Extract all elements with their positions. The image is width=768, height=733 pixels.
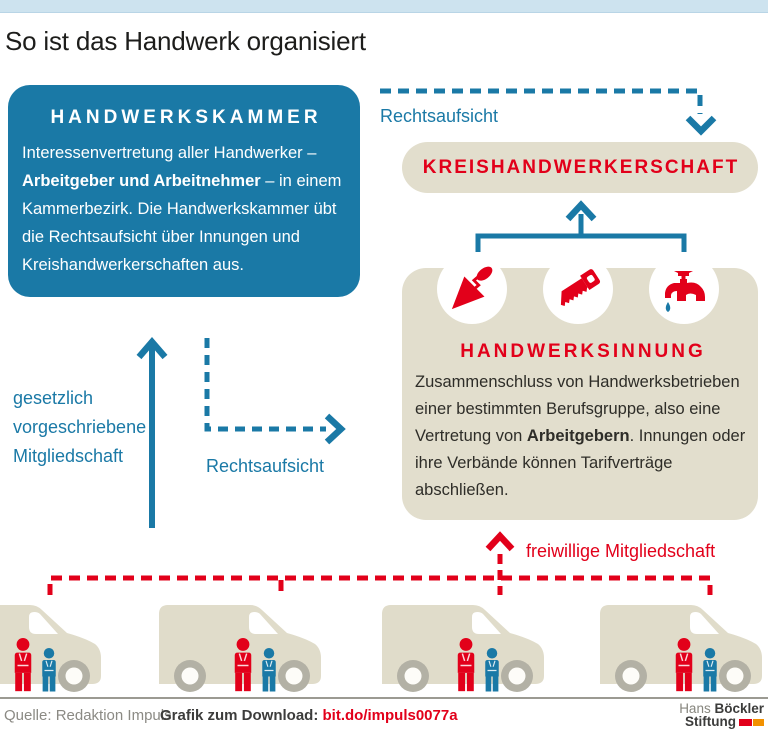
trade-circle-carpenter bbox=[543, 254, 613, 324]
van-icon bbox=[598, 600, 766, 696]
download-link[interactable]: bit.do/impuls0077a bbox=[322, 707, 458, 724]
blue-worker-icon bbox=[260, 647, 278, 694]
van-icon bbox=[0, 600, 105, 696]
hans-boeckler-stiftung-logo: Hans Böckler Stiftung bbox=[679, 701, 764, 729]
top-accent-bar bbox=[0, 0, 768, 13]
source-text: Quelle: Redaktion Impuls bbox=[4, 707, 172, 724]
trade-circle-mason bbox=[437, 254, 507, 324]
handwerksinnung-title: HANDWERKSINNUNG bbox=[460, 341, 706, 362]
freiwillige-mitgliedschaft-label: freiwillige Mitgliedschaft bbox=[526, 541, 716, 561]
trowel-icon bbox=[449, 266, 495, 312]
handwerkskammer-card bbox=[8, 85, 360, 297]
red-worker-icon bbox=[12, 637, 34, 694]
page-title: So ist das Handwerk organisiert bbox=[5, 26, 366, 56]
handwerksinnung-body: Zusammenschluss von Handwerksbetrieben einer bestimmten Berufsgruppe, also eine Vertretung von Arbeitgebern. Innungen oder ihre Verbände können Tarifverträge abschließen. bbox=[415, 373, 746, 499]
blue-worker-icon bbox=[40, 647, 58, 694]
innung-bracket bbox=[478, 205, 684, 252]
saw-icon bbox=[554, 265, 602, 313]
kreishandwerkerschaft-title: KREISHANDWERKERSCHAFT bbox=[422, 156, 740, 178]
download-label: Grafik zum Download: bbox=[160, 707, 319, 724]
red-worker-icon bbox=[232, 637, 254, 694]
kreishandwerkerschaft-card bbox=[402, 142, 758, 193]
rechtsaufsicht-mid-arrow bbox=[207, 338, 341, 442]
van-icon bbox=[157, 600, 325, 696]
red-worker-icon bbox=[455, 637, 477, 694]
logo-orange-block bbox=[753, 719, 764, 726]
van-icon bbox=[380, 600, 548, 696]
red-worker-icon bbox=[673, 637, 695, 694]
ground-line bbox=[0, 697, 768, 699]
blue-worker-icon bbox=[701, 647, 719, 694]
faucet-icon bbox=[660, 265, 708, 313]
rechtsaufsicht-mid-label: Rechtsaufsicht bbox=[206, 456, 325, 476]
logo-red-block bbox=[739, 719, 752, 726]
handwerkskammer-body: Interessenvertretung aller Handwerker – Arbeitgeber und Arbeitnehmer – in einem Kammerbezirk. Die Handwerkskammer übt die Rechtsaufsicht über Innungen und Kreishandwerkerschaften aus. bbox=[22, 144, 342, 274]
rechtsaufsicht-top-label: Rechtsaufsicht bbox=[380, 106, 499, 126]
trade-circle-plumber bbox=[649, 254, 719, 324]
blue-worker-icon bbox=[483, 647, 501, 694]
download-text bbox=[160, 707, 458, 724]
gesetzliche-mitgliedschaft-label: gesetzlich vorgeschriebene Mitgliedschaft bbox=[13, 388, 147, 466]
handwerkskammer-title: HANDWERKSKAMMER bbox=[50, 107, 322, 128]
